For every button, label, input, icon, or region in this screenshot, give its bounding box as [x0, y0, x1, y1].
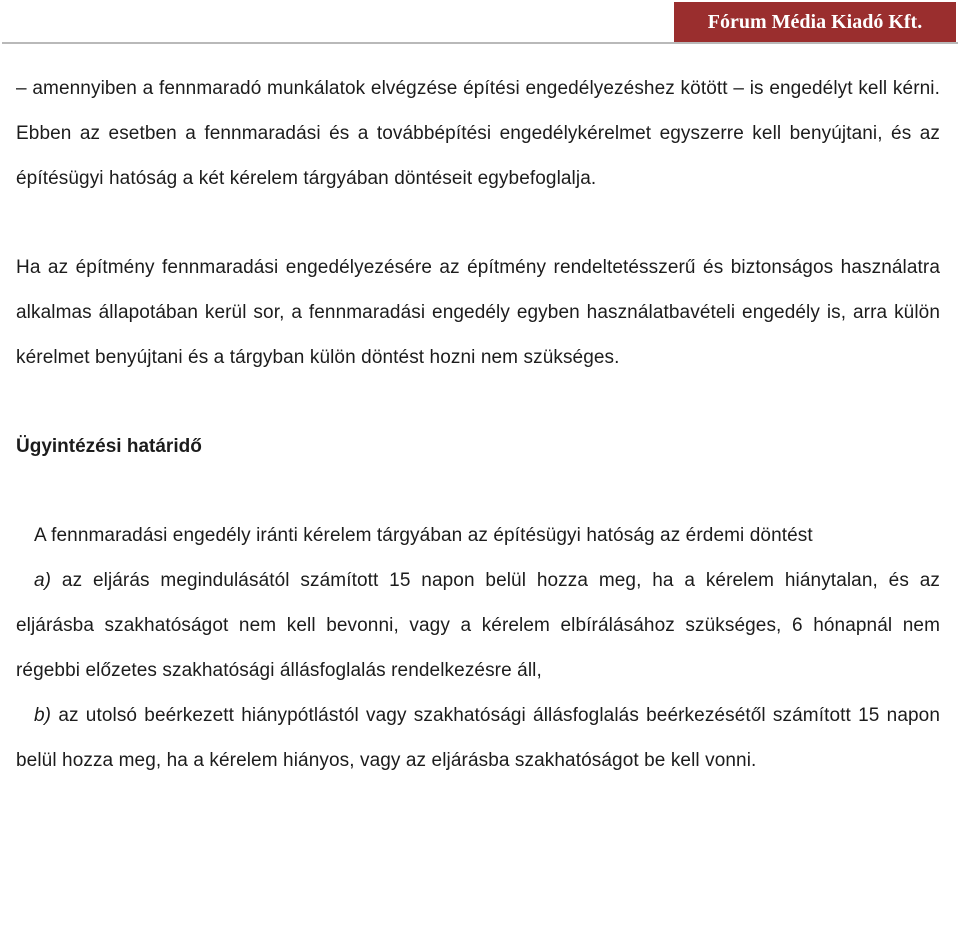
- paragraph-spacer: [16, 201, 940, 245]
- paragraph-spacer: [16, 469, 940, 513]
- publisher-banner: Fórum Média Kiadó Kft.: [674, 2, 956, 42]
- paragraph-continuation: – amennyiben a fennmaradó munkálatok elvégzése építési engedélyezéshez kötött – is engedélyt kell kérni. Ebben az esetben a fennmaradási és a továbbépítési engedélykérelmet egyszerre kell benyújtani, és az építésügyi hatóság a két kérelem tárgyában döntéseit egybefoglalja.: [16, 78, 940, 189]
- document-body: [16, 66, 940, 783]
- page-header: [0, 0, 960, 44]
- header-divider: [2, 42, 958, 44]
- paragraph-spacer: [16, 380, 940, 424]
- list-item-b-text: az utolsó beérkezett hiánypótlástól vagy szakhatósági állásfoglalás beérkezésétől számított 15 napon belül hozza meg, ha a kérelem hiányos, vagy az eljárásba szakhatóságot be kell vonni.: [16, 705, 940, 771]
- list-item-b: [16, 693, 940, 783]
- paragraph-deadline-intro: A fennmaradási engedély iránti kérelem tárgyában az építésügyi hatóság az érdemi döntést: [34, 525, 813, 546]
- section-heading: Ügyintézési határidő: [16, 436, 202, 457]
- list-item-a-text: az eljárás megindulásától számított 15 napon belül hozza meg, ha a kérelem hiánytalan, és az eljárásba szakhatóságot nem kell bevonni, vagy a kérelem elbírálásához szükséges, 6 hónapnál nem régebbi előzetes szakhatósági állásfoglalás rendelkezésre áll,: [16, 570, 940, 681]
- list-item-b-label: b): [34, 705, 52, 726]
- list-item-a-label: a): [34, 570, 52, 591]
- paragraph-occupancy-permit: Ha az építmény fennmaradási engedélyezésére az építmény rendeltetésszerű és biztonságos használatra alkalmas állapotában kerül sor, a fennmaradási engedély egyben használatbavételi engedély is, arra külön kérelmet benyújtani és a tárgyban külön döntést hozni nem szükséges.: [16, 257, 940, 368]
- list-item-a: [16, 558, 940, 693]
